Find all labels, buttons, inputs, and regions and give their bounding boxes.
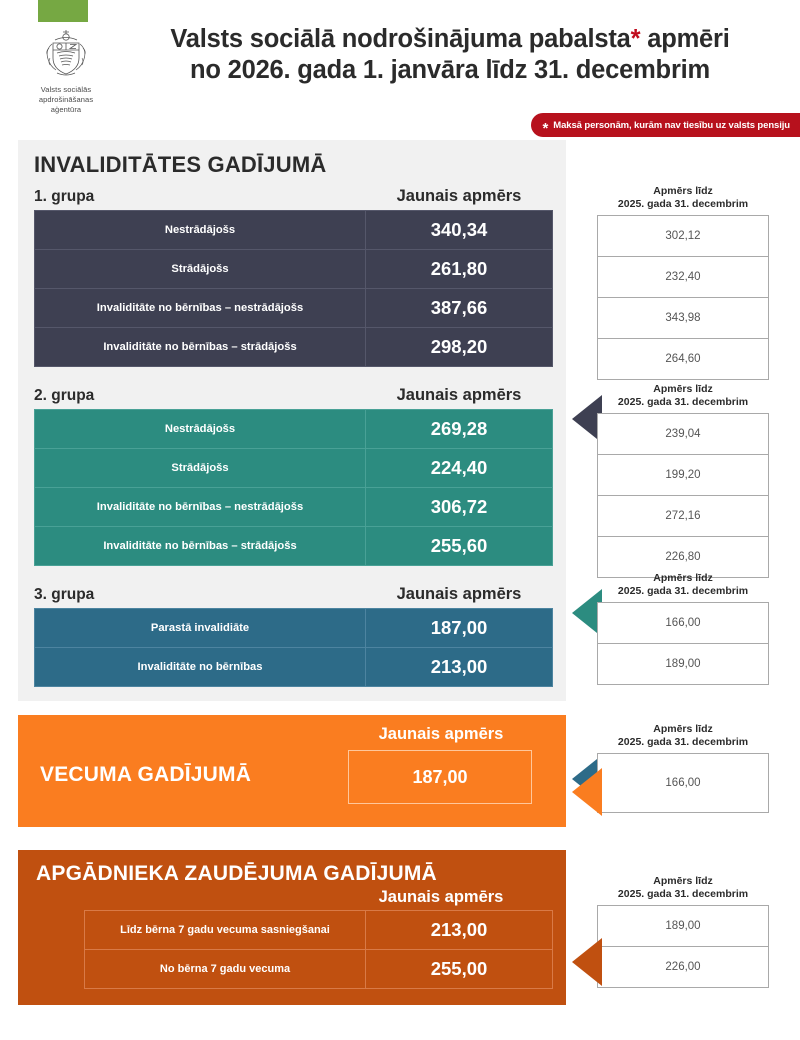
- group-2-old-4: 226,80: [598, 537, 769, 578]
- old-amount-header-5-line-2: 2025. gada 31. decembrim: [617, 888, 749, 900]
- survivor-old-2: 226,00: [598, 947, 769, 988]
- footnote-asterisk: *: [542, 119, 549, 137]
- old-age-new-amount-header: Jaunais apmērs: [378, 725, 504, 743]
- group-1-old-1: 302,12: [598, 216, 769, 257]
- logo-caption-line-3: aģentūra: [50, 105, 82, 114]
- group-3-old-table: [597, 602, 769, 685]
- old-amount-header-2-line-2: 2025. gada 31. decembrim: [617, 396, 749, 408]
- survivor-old-1: 189,00: [598, 906, 769, 947]
- group-2-old-3: 272,16: [598, 496, 769, 537]
- table-row: [598, 644, 769, 685]
- survivor-old-table: [597, 905, 769, 988]
- old-amount-header-1-line-2: 2025. gada 31. decembrim: [617, 198, 749, 210]
- survivor-section: [0, 850, 800, 1025]
- group-2-row-4-label: Invaliditāte no bērnības – strādājošs: [35, 527, 366, 566]
- table-row: [598, 754, 769, 813]
- group-2-old-2: 199,20: [598, 455, 769, 496]
- survivor-section-title: APGĀDNIEKA ZAUDĒJUMA GADĪJUMĀ: [36, 862, 437, 885]
- old-age-arrow-icon: [572, 768, 602, 816]
- group-2-row-3-label: Invaliditāte no bērnības – nestrādājošs: [35, 488, 366, 527]
- survivor-arrow-icon: [572, 938, 602, 986]
- group-1-header: [18, 182, 566, 210]
- group-3-new-amount-header: Jaunais apmērs: [396, 585, 522, 603]
- table-row: [85, 911, 553, 950]
- table-row: [598, 603, 769, 644]
- table-row: [35, 211, 553, 250]
- group-1-row-2-label: Strādājošs: [35, 250, 366, 289]
- group-1-row-1-label: Nestrādājošs: [35, 211, 366, 250]
- table-row: [598, 339, 769, 380]
- old-amount-header-2: [566, 383, 800, 409]
- logo-green-bar: [38, 0, 88, 22]
- page-header: [0, 0, 800, 140]
- table-row: [598, 414, 769, 455]
- coat-of-arms-icon: [39, 28, 93, 82]
- group-1-label: 1. grupa: [34, 188, 95, 205]
- group-2-label: 2. grupa: [34, 387, 95, 404]
- agency-logo: [18, 0, 114, 115]
- old-amount-header-1: [566, 185, 800, 211]
- survivor-table: [84, 910, 553, 989]
- survivor-row-1-value: 213,00: [366, 911, 553, 950]
- old-amount-header-1-line-1: Apmērs līdz: [653, 185, 713, 197]
- title-asterisk: *: [630, 25, 641, 53]
- table-row: [35, 527, 553, 566]
- footnote-text: Maksā personām, kurām nav tiesību uz valsts pensiju: [553, 119, 790, 131]
- group-1-new-amount-header: Jaunais apmērs: [396, 187, 522, 205]
- table-row: [35, 449, 553, 488]
- group-1-row-4-value: 298,20: [366, 328, 553, 367]
- group-1-old-3: 343,98: [598, 298, 769, 339]
- table-row: [598, 455, 769, 496]
- group-1-row-2-value: 261,80: [366, 250, 553, 289]
- table-row: [35, 289, 553, 328]
- group-1-row-1-value: 340,34: [366, 211, 553, 250]
- table-row: [35, 410, 553, 449]
- table-row: [598, 906, 769, 947]
- group-3-old-2: 189,00: [598, 644, 769, 685]
- survivor-new-amount-header: Jaunais apmērs: [378, 888, 504, 906]
- group-2-row-3-value: 306,72: [366, 488, 553, 527]
- old-amount-header-2-line-1: Apmērs līdz: [653, 383, 713, 395]
- group-2-new-amount-header: Jaunais apmērs: [396, 386, 522, 404]
- page-title-line-2: no 2026. gada 1. janvāra līdz 31. decembrim: [189, 56, 711, 84]
- page-title: [110, 24, 790, 86]
- logo-caption-line-2: apdrošināšanas: [38, 95, 94, 104]
- group-1-old-4: 264,60: [598, 339, 769, 380]
- old-amount-header-4-line-1: Apmērs līdz: [653, 723, 713, 735]
- table-row: [598, 298, 769, 339]
- group-1-old-2: 232,40: [598, 257, 769, 298]
- old-age-section: [0, 715, 800, 850]
- group-3-row-1-value: 187,00: [366, 609, 553, 648]
- group-3-row-2-value: 213,00: [366, 648, 553, 687]
- survivor-band: [18, 850, 566, 1005]
- table-row: [85, 950, 553, 989]
- group-2-old-table: [597, 413, 769, 578]
- page-title-line-1: [110, 24, 790, 55]
- survivor-row-1-label: Līdz bērna 7 gadu vecuma sasniegšanai: [85, 911, 366, 950]
- old-amount-header-3: [566, 572, 800, 598]
- old-amount-header-5: [566, 875, 800, 901]
- group-3-table: [34, 608, 553, 687]
- group-1-table: [34, 210, 553, 367]
- group-2-old-amounts: [566, 383, 800, 578]
- old-age-new-value: 187,00: [348, 750, 532, 804]
- page-title-text-b: apmēri: [640, 25, 730, 53]
- old-age-section-title: VECUMA GADĪJUMĀ: [40, 763, 252, 786]
- old-amount-header-5-line-1: Apmērs līdz: [653, 875, 713, 887]
- table-row: [35, 609, 553, 648]
- old-amount-header-3-line-2: 2025. gada 31. decembrim: [617, 585, 749, 597]
- disability-section-title: INVALIDITĀTES GADĪJUMĀ: [34, 152, 327, 177]
- table-row: [598, 496, 769, 537]
- disability-panel: [18, 140, 566, 701]
- table-row: [35, 648, 553, 687]
- group-1-row-3-value: 387,66: [366, 289, 553, 328]
- table-row: [598, 947, 769, 988]
- group-1-old-table: [597, 215, 769, 380]
- survivor-row-2-label: No bērna 7 gadu vecuma: [85, 950, 366, 989]
- old-age-old-value: 166,00: [598, 754, 769, 813]
- group-2-row-1-value: 269,28: [366, 410, 553, 449]
- table-row: [35, 328, 553, 367]
- group-2-row-4-value: 255,60: [366, 527, 553, 566]
- footnote-banner: [531, 113, 800, 137]
- logo-caption: [18, 85, 114, 115]
- table-row: [598, 257, 769, 298]
- group-3-row-2-label: Invaliditāte no bērnības: [35, 648, 366, 687]
- group-2-row-1-label: Nestrādājošs: [35, 410, 366, 449]
- group-2-table: [34, 409, 553, 566]
- group-2-old-1: 239,04: [598, 414, 769, 455]
- old-amount-header-3-line-1: Apmērs līdz: [653, 572, 713, 584]
- table-row: [35, 488, 553, 527]
- group-3-row-1-label: Parastā invalidiāte: [35, 609, 366, 648]
- survivor-row-2-value: 255,00: [366, 950, 553, 989]
- old-amount-header-4: [566, 723, 800, 749]
- logo-caption-line-1: Valsts sociālās: [40, 85, 92, 94]
- group-3-header: [18, 580, 566, 608]
- table-row: [35, 250, 553, 289]
- group-3-label: 3. grupa: [34, 586, 95, 603]
- old-age-old-table: [597, 753, 769, 813]
- group-3-old-amounts: [566, 572, 800, 685]
- group-1-row-4-label: Invaliditāte no bērnības – strādājošs: [35, 328, 366, 367]
- group-2-row-2-label: Strādājošs: [35, 449, 366, 488]
- disability-section: [0, 140, 800, 715]
- group-3-old-1: 166,00: [598, 603, 769, 644]
- old-age-band: [18, 715, 566, 827]
- old-amount-header-4-line-2: 2025. gada 31. decembrim: [617, 736, 749, 748]
- group-1-old-amounts: [566, 185, 800, 380]
- table-row: [598, 216, 769, 257]
- page-title-text-a: Valsts sociālā nodrošinājuma pabalsta: [170, 25, 631, 53]
- group-2-header: [18, 381, 566, 409]
- group-1-row-3-label: Invaliditāte no bērnības – nestrādājošs: [35, 289, 366, 328]
- group-2-row-2-value: 224,40: [366, 449, 553, 488]
